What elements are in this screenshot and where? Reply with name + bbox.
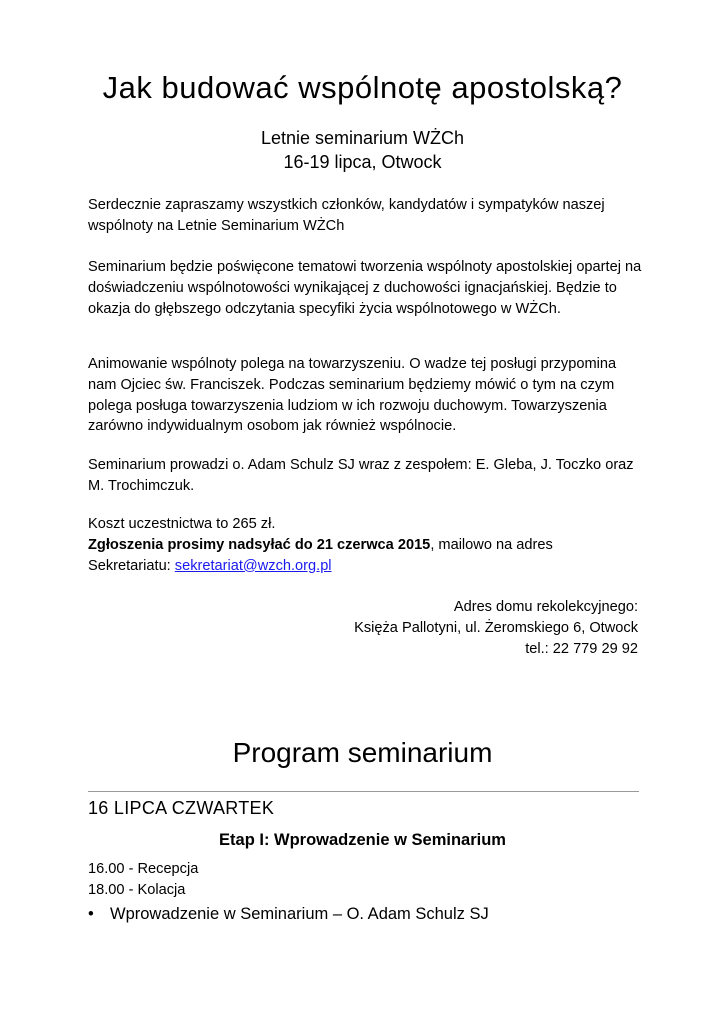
bullet-list-item — [88, 903, 489, 925]
bullet-item-text: Wprowadzenie w Seminarium – O. Adam Schulz SJ — [110, 905, 489, 923]
email-link[interactable]: sekretariat@wzch.org.pl — [174, 557, 332, 574]
deadline-text: Zgłoszenia prosimy nadsyłać do 21 czerwca 2015 — [88, 536, 431, 553]
leaders-paragraph: Seminarium prowadzi o. Adam Schulz SJ wraz z zespołem: E. Gleba, J. Toczko oraz M. Trochimczuk. — [88, 457, 634, 494]
schedule-item: 18.00 - Kolacja — [88, 882, 186, 898]
cost-text: Koszt uczestnictwa to 265 zł. — [88, 516, 276, 532]
accompaniment-paragraph: Animowanie wspólnoty polega na towarzyszeniu. O wadze tej posługi przypomina nam Ojciec św. Franciszek. Podczas seminarium będziemy mówić o tym na czym polega posługa towarzyszenia ludziom w ich rozwoju duchowym. Towarzyszenia zarówno indywidualnym osobom jak również wspólnocie. — [88, 356, 617, 435]
secretariat-label: Sekretariatu: — [88, 557, 175, 574]
subtitle-date-place: 16-19 lipca, Otwock — [283, 152, 442, 172]
invitation-paragraph: Serdecznie zapraszamy wszystkich członków, kandydatów i sympatyków naszej wspólnoty na Letnie Seminarium WŻCh — [88, 197, 605, 234]
bullet-icon: • — [88, 905, 94, 923]
program-title: Program seminarium — [232, 737, 493, 768]
day-heading: 16 LIPCA CZWARTEK — [88, 798, 275, 818]
subtitle-event: Letnie seminarium WŻCh — [260, 128, 465, 148]
stage-heading: Etap I: Wprowadzenie w Seminarium — [219, 831, 506, 849]
schedule-list — [88, 859, 648, 901]
subtitle — [0, 126, 725, 174]
address-label: Adres domu rekolekcyjnego: — [453, 599, 638, 615]
schedule-item: 16.00 - Recepcja — [88, 861, 199, 877]
retreat-house-address — [238, 597, 638, 659]
address-line: Księża Pallotyni, ul. Żeromskiego 6, Otwock — [354, 619, 638, 636]
deadline-rest-text: , mailowo na adres — [430, 536, 553, 553]
theme-paragraph: Seminarium będzie poświęcone tematowi tworzenia wspólnoty apostolskiej opartej na doświadczeniu wspólnotowości wynikającej z duchowości ignacjańskiej. Będzie to okazja do głębszego odczytania specyfiki życia wspólnotowego w WŻCh. — [88, 259, 642, 317]
page-title: Jak budować wspólnotę apostolską? — [102, 70, 623, 105]
registration-paragraph — [88, 514, 648, 576]
section-divider — [88, 791, 639, 792]
address-phone: tel.: 22 779 29 92 — [525, 640, 638, 657]
